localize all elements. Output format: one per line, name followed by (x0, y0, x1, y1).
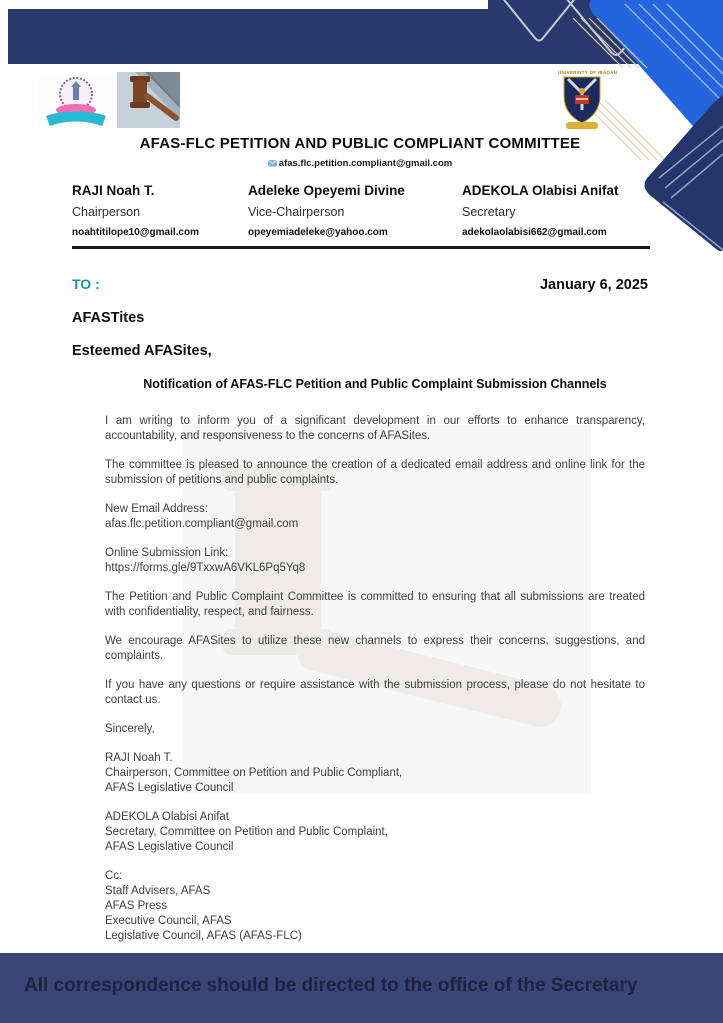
officer-email: noahtitilope10@gmail.com (72, 227, 199, 238)
committee-email-row (10, 158, 710, 169)
submission-link-label: Online Submission Link: (105, 547, 229, 559)
officer-vice-chairperson (248, 183, 405, 238)
cc-item: Staff Advisers, AFAS (105, 885, 211, 897)
signature-org: AFAS Legislative Council (105, 841, 234, 853)
officer-name: RAJI Noah T. (72, 183, 155, 198)
cc-item: Executive Council, AFAS (105, 915, 232, 927)
officer-role: Chairperson (72, 205, 141, 219)
signature-name: RAJI Noah T. (105, 752, 173, 764)
gavel-photo (117, 72, 180, 128)
signature-title: Chairperson, Committee on Petition and Public Compliant, (105, 767, 403, 779)
crest-caption: UNIVERSITY OF IBADAN (558, 70, 618, 75)
salutation: Esteemed AFASites, (72, 343, 212, 359)
paragraph: The Petition and Public Complaint Committee is committed to ensuring that all submissions are treated with confidentiality, respect, and fairness. (105, 591, 645, 618)
signature-title: Secretary, Committee on Petition and Public Complaint, (105, 826, 388, 838)
new-email-block (105, 502, 645, 532)
signature-org: AFAS Legislative Council (105, 782, 234, 794)
officer-chairperson (72, 183, 199, 238)
cc-block (105, 869, 645, 944)
new-email-value: afas.flc.petition.compliant@gmail.com (105, 518, 299, 530)
officer-name: ADEKOLA Olabisi Anifat (462, 183, 619, 198)
letter-date: January 6, 2025 (539, 277, 648, 293)
letter-body (105, 377, 645, 944)
officer-name: Adeleke Opeyemi Divine (248, 183, 405, 198)
paragraph: If you have any questions or require assistance with the submission process, please do not hesitate to contact us. (105, 679, 645, 706)
subject-line: Notification of AFAS-FLC Petition and Public Complaint Submission Channels (143, 377, 607, 391)
committee-email: afas.flc.petition.compliant@gmail.com (278, 158, 453, 169)
submission-link-block (105, 546, 645, 576)
footer-bar (0, 953, 723, 1023)
paragraph: I am writing to inform you of a significant development in our efforts to enhance transparency, accountability, and responsiveness to the concerns of AFASites. (105, 415, 645, 442)
officer-email: opeyemiadeleke@yahoo.com (248, 227, 388, 238)
signature-secretary (105, 810, 645, 855)
header-divider (72, 246, 650, 249)
officer-email: adekolaolabisi662@gmail.com (462, 227, 607, 238)
cc-item: AFAS Press (105, 900, 167, 912)
recipient: AFASTites (72, 310, 145, 326)
officer-role: Secretary (462, 205, 516, 219)
paragraph: We encourage AFASites to utilize these new channels to express their concerns, suggestions, and complaints. (105, 635, 645, 662)
cc-item: Legislative Council, AFAS (AFAS-FLC) (105, 930, 302, 942)
signature-chairperson (105, 751, 645, 796)
officer-secretary (462, 183, 619, 238)
submission-link-value: https://forms.gle/9TxxwA6VKL6Pq5Yq8 (105, 562, 306, 574)
afas-logo (38, 74, 114, 128)
footer-notice: All correspondence should be directed to the office of the Secretary (24, 975, 638, 996)
university-of-ibadan-crest (558, 70, 618, 132)
paragraph: The committee is pleased to announce the creation of a dedicated email address and online link for the submission of petitions and public complaints. (105, 459, 645, 486)
committee-title: AFAS-FLC PETITION AND PUBLIC COMPLIANT COMMITTEE (139, 135, 581, 152)
officer-role: Vice-Chairperson (248, 205, 345, 219)
closing: Sincerely, (105, 723, 155, 735)
cc-label: Cc: (105, 870, 123, 882)
new-email-label: New Email Address: (105, 503, 208, 515)
email-icon (268, 159, 277, 167)
to-label: TO : (72, 276, 100, 292)
signature-name: ADEKOLA Olabisi Anifat (105, 811, 230, 823)
